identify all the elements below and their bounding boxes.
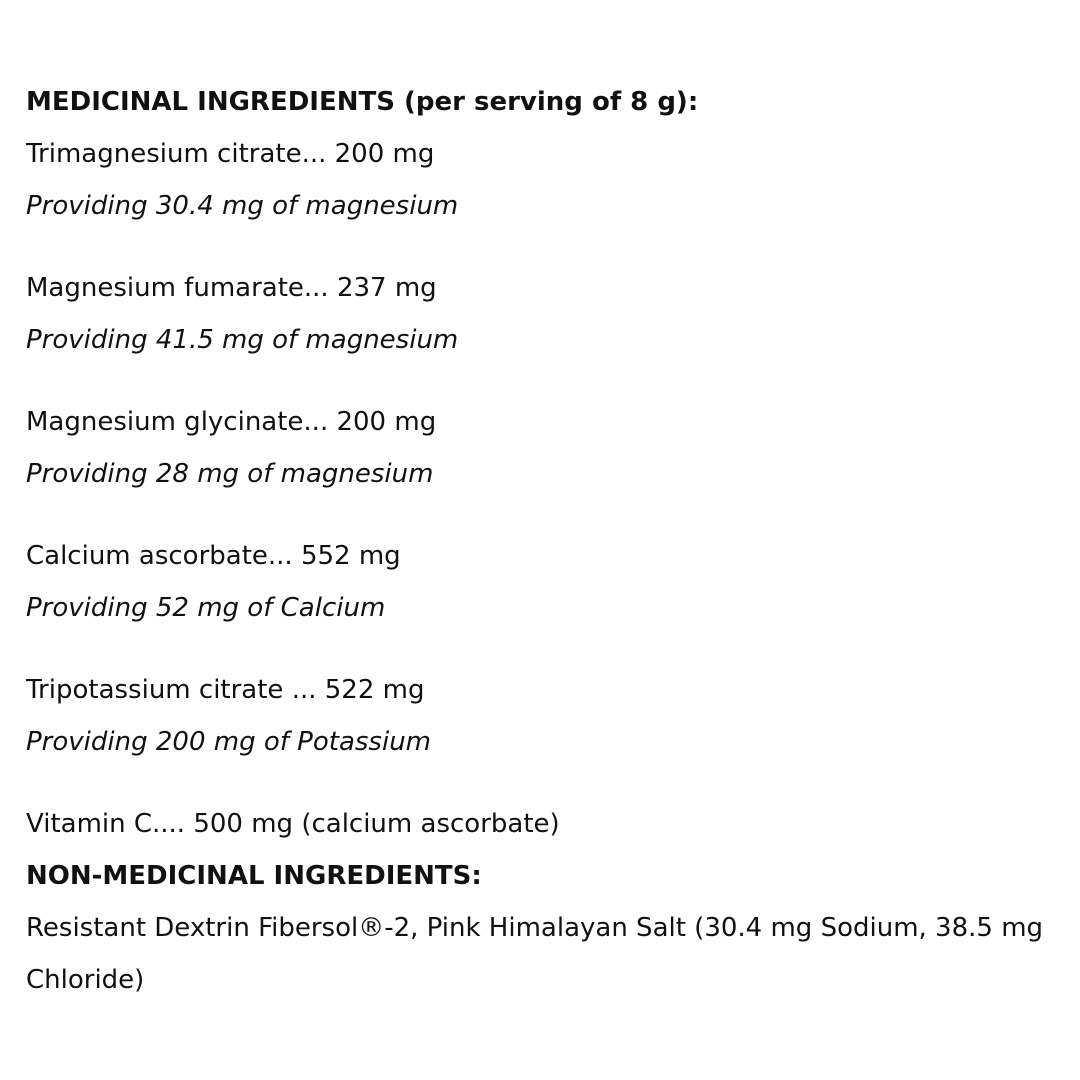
spacer — [26, 500, 1056, 530]
ingredient-entry — [26, 530, 1056, 634]
ingredient-entry — [26, 664, 1056, 768]
ingredient-provides: Providing 30.4 mg of magnesium — [26, 191, 459, 221]
ingredient-name: Magnesium fumarate... 237 mg — [26, 273, 437, 303]
spacer — [26, 232, 1056, 262]
non-medicinal-line-1: Resistant Dextrin Fibersol®-2, Pink Himalayan Salt (30.4 mg Sodium, 38.5 mg — [26, 913, 1044, 943]
ingredient-entry — [26, 396, 1056, 500]
non-medicinal-line-2: Chloride) — [26, 965, 145, 995]
spacer — [26, 768, 1056, 798]
ingredient-provides: Providing 200 mg of Potassium — [26, 727, 432, 757]
spacer — [26, 634, 1056, 664]
ingredient-entry — [26, 128, 1056, 232]
vitamin-c-line: Vitamin C.... 500 mg (calcium ascorbate) — [26, 809, 560, 839]
ingredient-name: Tripotassium citrate ... 522 mg — [26, 675, 425, 705]
ingredient-name: Trimagnesium citrate... 200 mg — [26, 139, 435, 169]
ingredient-provides: Providing 41.5 mg of magnesium — [26, 325, 459, 355]
ingredient-provides: Providing 52 mg of Calcium — [26, 593, 386, 623]
spacer — [26, 366, 1056, 396]
ingredient-name: Magnesium glycinate... 200 mg — [26, 407, 437, 437]
ingredient-provides: Providing 28 mg of magnesium — [26, 459, 434, 489]
ingredient-name: Calcium ascorbate... 552 mg — [26, 541, 401, 571]
ingredient-entry — [26, 262, 1056, 366]
medicinal-ingredients-heading: MEDICINAL INGREDIENTS (per serving of 8 g): — [26, 87, 699, 117]
ingredients-document — [26, 76, 1056, 1006]
non-medicinal-ingredients-heading: NON-MEDICINAL INGREDIENTS: — [26, 861, 482, 891]
